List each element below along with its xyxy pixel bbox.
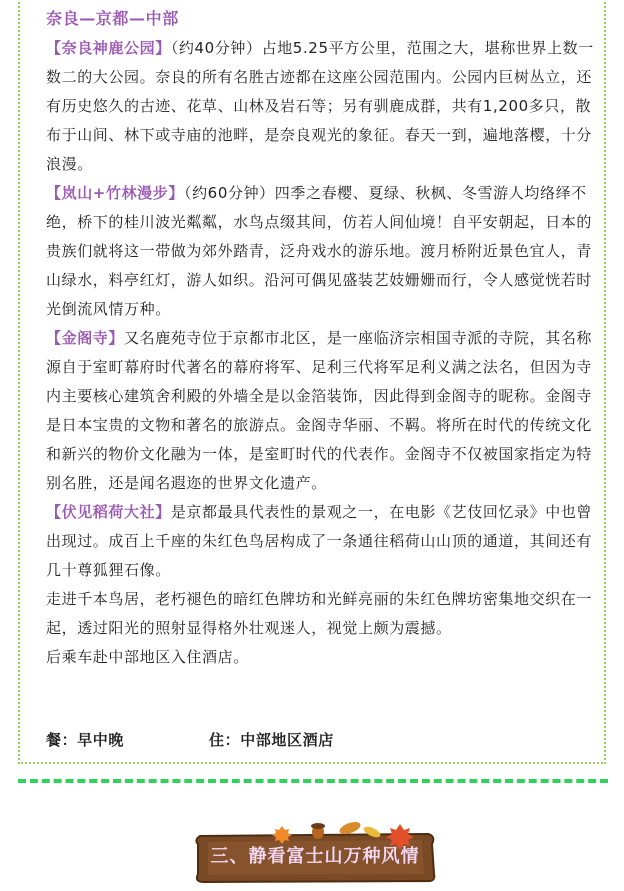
paragraph-nara-deer-park [46,34,594,179]
section-divider [18,779,608,783]
section-banner [190,818,440,886]
text-arashiyama: （约60分钟）四季之春樱、夏绿、秋枫、冬雪游人均络绎不绝，桥下的桂川波光粼粼，水鸟点缀其间，仿若人间仙境！自平安朝起，日本的贵族们就将这一带做为郊外踏青，泛舟戏水的游乐地。渡月桥附近景色宜人，青山绿水，料亭红灯，游人如织。沿河可偶见盛装艺妓姗姗而行，令人感觉恍若时光倒流风情万种。 [46,184,593,318]
tag-nara-deer-park: 【奈良神鹿公园】 [46,39,171,57]
text-fushimi-inari: 是京都最具代表性的景观之一，在电影《艺伎回忆录》中也曾出现过。成百上千座的朱红色鸟居构成了一条通往稻荷山山顶的通道，其间还有几十尊狐狸石像。 [46,503,593,579]
text-kinkakuji: 又名鹿苑寺位于京都市北区，是一座临济宗相国寺派的寺院，其名称源自于室町幕府时代著名的幕府将军、足利三代将军足利义满之法名，但因为寺内主要核心建筑舍利殿的外墙全是以金箔装饰，因此得到金阁寺的昵称。金阁寺是日本宝贵的文物和著名的旅游点。金阁寺华丽、不羁。将所在时代的传统文化和新兴的物价文化融为一体，是室町时代的代表作。金阁寺不仅被国家指定为特别名胜，还是闻名遐迩的世界文化遗产。 [46,329,593,492]
text-senbon-torii: 走进千本鸟居，老朽褪色的暗红色牌坊和光鲜亮丽的朱红色牌坊密集地交织在一起，透过阳光的照射显得格外壮观迷人，视觉上颇为震撼。 [46,590,593,637]
tag-kinkakuji: 【金阁寺】 [46,329,125,347]
text-hotel-transfer: 后乘车赴中部地区入住酒店。 [46,648,249,666]
tag-arashiyama: 【岚山+竹林漫步】 [46,184,184,202]
meal-label: 餐：早中晚 [46,731,125,749]
paragraph-senbon-torii [46,585,594,643]
stay-label: 住：中部地区酒店 [209,731,334,749]
text-nara-deer-park: （约40分钟）占地5.25平方公里，范围之大，堪称世界上数一数二的大公园。奈良的所有名胜古迹都在这座公园范围内。公园内巨树丛立，还有历史悠久的古迹、花草、山林及岩石等；另有驯鹿成群，共有1,200多只，散布于山间、林下或寺庙的池畔，是奈良观光的象征。春天一到，遍地落樱，十分浪漫。 [46,39,594,173]
meals-and-stay [46,727,334,753]
paragraph-arashiyama [46,179,594,324]
day-content [46,5,594,672]
banner-title: 三、静看富士山万种风情 [210,846,420,867]
paragraph-hotel-transfer [46,643,594,672]
acorn-cap-icon [311,823,325,829]
tag-fushimi-inari: 【伏见稻荷大社】 [46,503,171,521]
section-title: 奈良—京都—中部 [46,9,179,28]
paragraph-fushimi-inari [46,498,594,585]
paragraph-kinkakuji [46,324,594,498]
